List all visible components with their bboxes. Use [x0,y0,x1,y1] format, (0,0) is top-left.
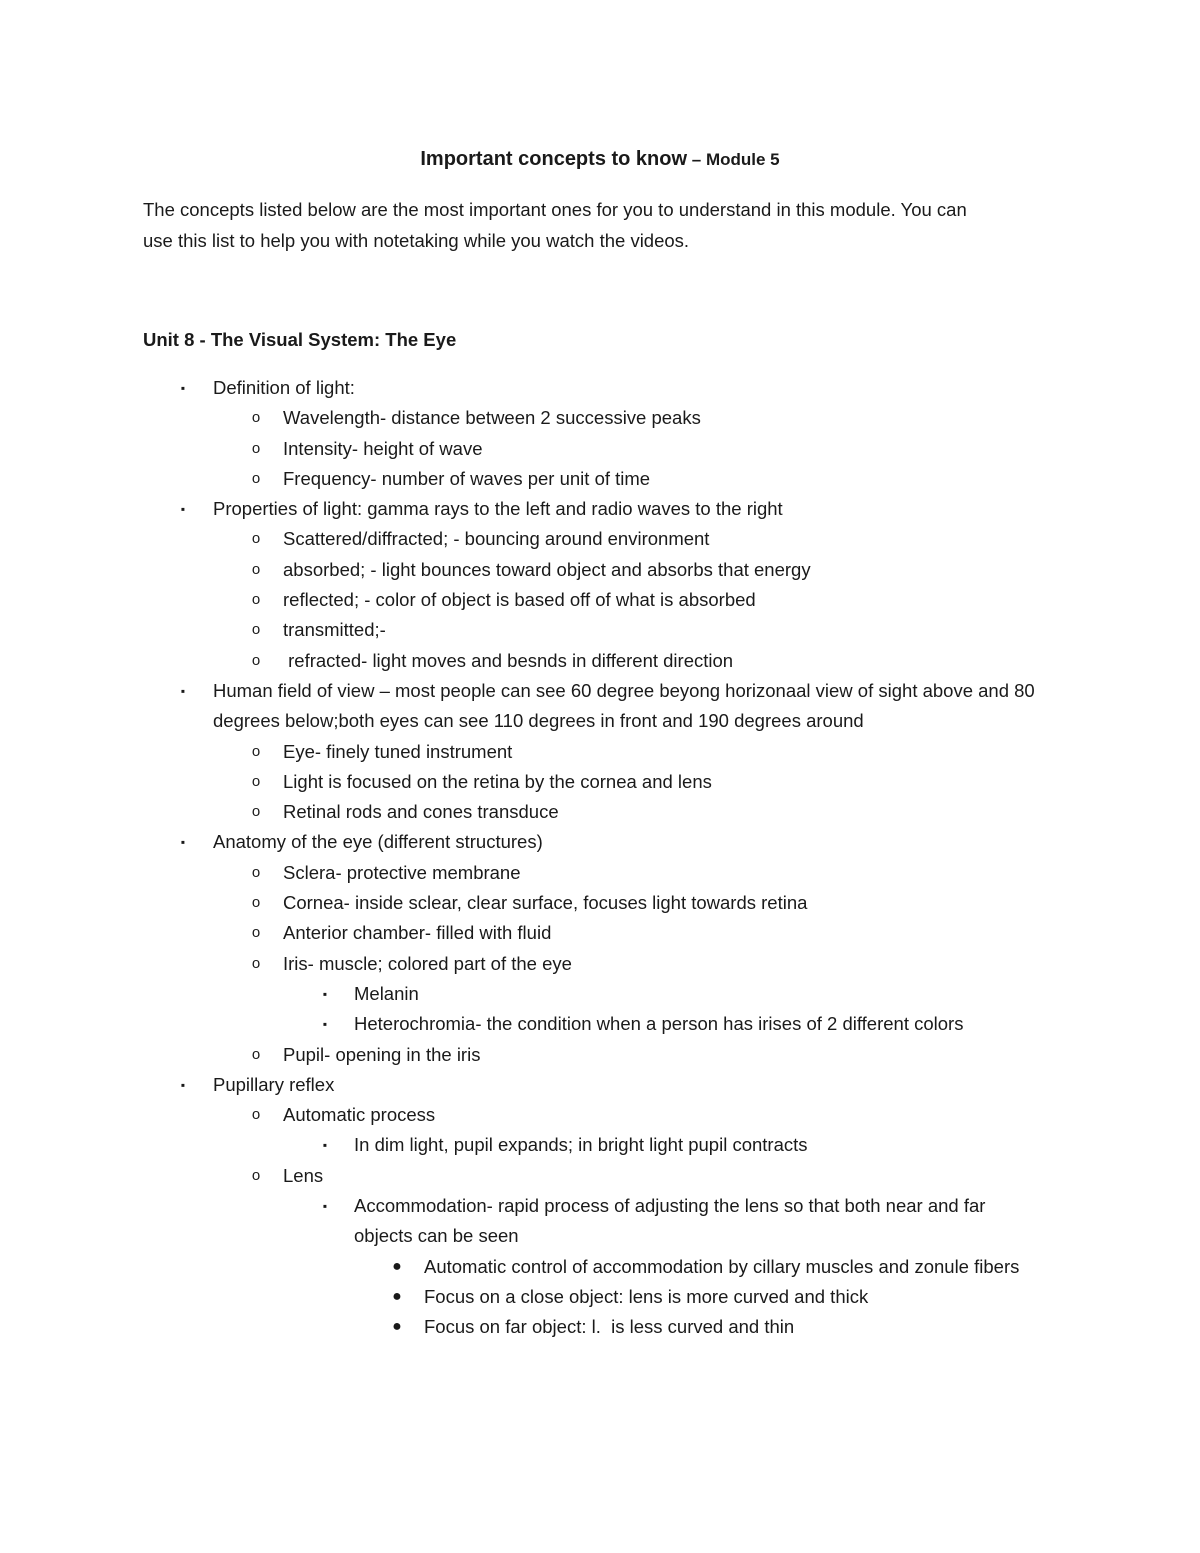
outline-item-text: Automatic process [283,1104,436,1126]
outline-item [0,1252,1200,1282]
outline-item-text: refracted- light moves and besnds in different direction [283,649,734,671]
outline-item [0,676,1200,737]
intro-paragraph [143,195,1063,256]
outline-item-text: Retinal rods and cones transduce [283,801,559,823]
outline-item [0,1191,1200,1252]
outline-item [0,979,1200,1009]
outline-item [0,1312,1200,1342]
outline-item [0,767,1200,797]
outline-item-text: Human field of view – most people can see 60 degree beyong horizonaal view of sight above and 80 degrees below;both eyes can see 110 degrees in front and 190 degrees around [213,679,1035,732]
outline-item [0,1161,1200,1191]
outline-item [0,1070,1200,1100]
outline-item [0,524,1200,554]
page-title [0,144,1200,175]
circle-bullet-icon: o [251,1166,261,1184]
outline-item-text: Iris- muscle; colored part of the eye [283,952,572,974]
square-bullet-icon: ▪ [180,1077,186,1092]
circle-bullet-icon: o [251,530,261,548]
outline-item [0,949,1200,979]
square-bullet-icon: ▪ [322,1199,328,1214]
circle-bullet-icon: o [251,924,261,942]
square-bullet-icon: ▪ [322,1138,328,1153]
unit-heading: Unit 8 - The Visual System: The Eye [143,329,457,350]
title-main: Important concepts to know [420,148,688,170]
outline-item [0,1100,1200,1130]
title-module: Module 5 [705,150,780,169]
outline-item [0,1130,1200,1160]
square-bullet-icon: ▪ [180,683,186,698]
outline-item [0,434,1200,464]
outline-item-text: Lens [283,1164,324,1186]
outline-item-text: Pupil- opening in the iris [283,1043,481,1065]
outline-item-text: Accommodation- rapid process of adjusting the lens so that both near and far objects can be seen [354,1195,986,1247]
outline-item-text: Light is focused on the retina by the cornea and lens [283,770,712,792]
circle-bullet-icon: o [251,1045,261,1063]
outline-item [0,1040,1200,1070]
square-bullet-icon: ▪ [180,835,186,850]
outline-item-text: Heterochromia- the condition when a person has irises of 2 different colors [354,1013,964,1035]
square-bullet-icon: ▪ [322,1017,328,1032]
round-bullet-icon: ● [392,1257,402,1275]
circle-bullet-icon: o [251,803,261,821]
square-bullet-icon: ▪ [180,502,186,517]
outline-item-text: Anatomy of the eye (different structures) [213,831,543,853]
intro-line-1: The concepts listed below are the most important ones for you to understand in this module. You can [143,199,967,220]
outline-item [0,1282,1200,1312]
outline-item-text: Focus on far object: l. is less curved and thin [424,1316,795,1338]
circle-bullet-icon: o [251,894,261,912]
outline-item-text: Focus on a close object: lens is more curved and thick [424,1285,869,1307]
outline-item-text: Anterior chamber- filled with fluid [283,922,552,944]
concept-outline [0,373,1200,1343]
circle-bullet-icon: o [251,863,261,881]
outline-item [0,555,1200,585]
intro-line-2: use this list to help you with notetaking while you watch the videos. [143,229,690,251]
outline-item-text: In dim light, pupil expands; in bright light pupil contracts [354,1134,808,1156]
outline-item [0,737,1200,767]
outline-item-text: Automatic control of accommodation by cillary muscles and zonule fibers [424,1255,1020,1277]
circle-bullet-icon: o [251,954,261,972]
outline-item-text: Properties of light: gamma rays to the left and radio waves to the right [213,498,783,520]
circle-bullet-icon: o [251,439,261,457]
outline-item-text: Definition of light: [213,377,355,398]
outline-item-text: Cornea- inside sclear, clear surface, focuses light towards retina [283,892,808,914]
outline-item [0,494,1200,524]
square-bullet-icon: ▪ [322,986,328,1001]
circle-bullet-icon: o [251,651,261,669]
title-separator: – [687,150,706,169]
circle-bullet-icon: o [251,591,261,609]
outline-item [0,797,1200,827]
round-bullet-icon: ● [392,1287,402,1305]
outline-item-text: Wavelength- distance between 2 successive peaks [283,407,701,429]
outline-item [0,464,1200,494]
circle-bullet-icon: o [251,621,261,639]
outline-item-text: Intensity- height of wave [283,437,483,459]
outline-item-text: Scattered/diffracted; - bouncing around environment [283,528,710,550]
outline-item [0,888,1200,918]
round-bullet-icon: ● [392,1318,402,1336]
outline-item-text: absorbed; - light bounces toward object and absorbs that energy [283,558,811,580]
outline-item-text: Pupillary reflex [213,1073,335,1095]
outline-item-text: Eye- finely tuned instrument [283,740,513,762]
outline-item [0,918,1200,948]
outline-item [0,373,1200,403]
outline-item-text: Frequency- number of waves per unit of time [283,467,651,489]
outline-item [0,585,1200,615]
outline-item [0,1009,1200,1039]
circle-bullet-icon: o [251,742,261,760]
outline-item-text: Sclera- protective membrane [283,861,521,883]
square-bullet-icon: ▪ [180,381,186,395]
circle-bullet-icon: o [251,1106,261,1124]
circle-bullet-icon: o [251,560,261,578]
outline-item-text: Melanin [354,982,419,1004]
outline-item [0,615,1200,645]
outline-item [0,646,1200,676]
outline-item [0,403,1200,433]
circle-bullet-icon: o [251,772,261,790]
outline-item [0,858,1200,888]
circle-bullet-icon: o [251,409,261,427]
outline-item-text: transmitted;- [283,619,386,641]
circle-bullet-icon: o [251,469,261,487]
outline-item [0,827,1200,857]
outline-item-text: reflected; - color of object is based off of what is absorbed [283,589,756,611]
